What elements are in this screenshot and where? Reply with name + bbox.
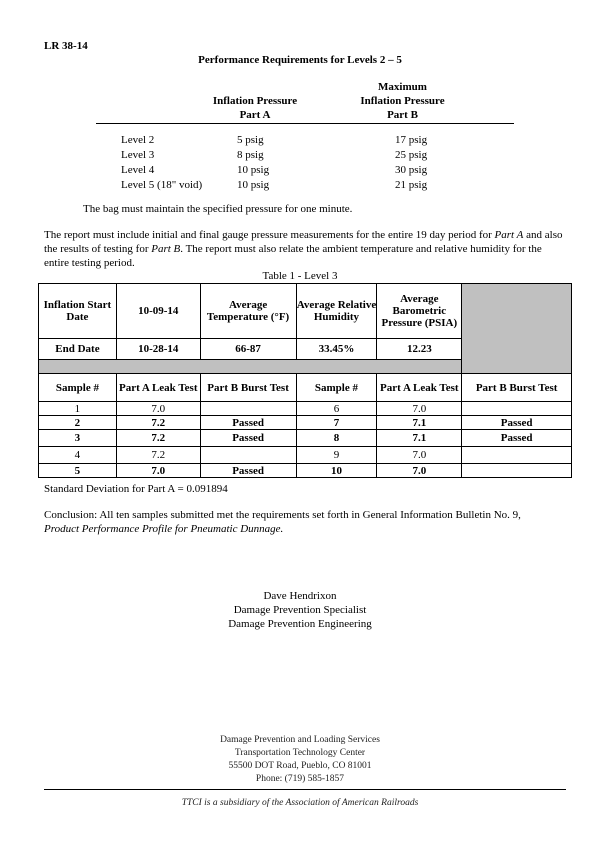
hdr-sample-2: Sample #	[296, 374, 377, 402]
sample-number: 6	[296, 402, 377, 416]
leak-test-value: 7.0	[116, 464, 200, 478]
gray-separator	[39, 360, 462, 374]
req-col-a-header: Inflation Pressure Part A	[212, 95, 298, 121]
req-header-rule	[96, 123, 514, 124]
footer-tagline: TTCI is a subsidiary of the Association of American Railroads	[181, 798, 419, 808]
burst-test-result	[462, 447, 572, 464]
burst-test-result: Passed	[462, 430, 572, 447]
leak-test-value: 7.0	[116, 402, 200, 416]
req-part-b: 17 psig	[395, 134, 428, 146]
sample-row	[39, 464, 572, 478]
end-date-label: End Date	[39, 339, 117, 360]
hdr-partb-1: Part B Burst Test	[200, 374, 296, 402]
leak-test-value: 7.1	[377, 416, 462, 430]
gray-block	[462, 284, 572, 374]
temp-value: 66-87	[200, 339, 296, 360]
start-date-value: 10-09-14	[116, 284, 200, 339]
req-part-a: 5 psig	[237, 134, 264, 146]
req-level: Level 4	[121, 164, 155, 176]
sample-number: 7	[296, 416, 377, 430]
req-row	[121, 178, 475, 193]
burst-test-result: Passed	[200, 416, 296, 430]
sample-number: 3	[39, 430, 117, 447]
req-part-a: 8 psig	[237, 149, 264, 161]
hdr-parta-1: Part A Leak Test	[116, 374, 200, 402]
table1	[38, 283, 572, 478]
requirements-table	[121, 133, 475, 193]
sample-number: 5	[39, 464, 117, 478]
req-level: Level 2	[121, 134, 155, 146]
leak-test-value: 7.2	[116, 416, 200, 430]
hdr-parta-2: Part A Leak Test	[377, 374, 462, 402]
std-dev: Standard Deviation for Part A = 0.091894	[44, 483, 228, 495]
sample-row	[39, 402, 572, 416]
req-col-b-header: Maximum Inflation Pressure Part B	[360, 81, 445, 121]
req-level: Level 3	[121, 149, 155, 161]
req-part-a: 10 psig	[237, 179, 270, 191]
sample-number: 4	[39, 447, 117, 464]
sample-row	[39, 416, 572, 430]
doc-id: LR 38-14	[44, 40, 88, 52]
req-row	[121, 133, 475, 148]
signer-name: Dave Hendrixon	[263, 590, 337, 602]
burst-test-result	[462, 464, 572, 478]
footer-address: Damage Prevention and Loading Services Transportation Technology Center 55500 DOT Road, Pueblo, CO 81001 Phone: (719) 585-1857	[220, 735, 380, 784]
leak-test-value: 7.0	[377, 402, 462, 416]
page-heading: Performance Requirements for Levels 2 – 5	[198, 54, 402, 66]
leak-test-value: 7.2	[116, 430, 200, 447]
table1-caption: Table 1 - Level 3	[262, 270, 338, 282]
avg-rh-label: Average Relative Humidity	[296, 284, 377, 339]
burst-test-result	[200, 447, 296, 464]
burst-test-result	[200, 402, 296, 416]
leak-test-value: 7.1	[377, 430, 462, 447]
sample-number: 9	[296, 447, 377, 464]
req-level: Level 5 (18" void)	[121, 179, 203, 191]
req-part-a: 10 psig	[237, 164, 270, 176]
report-paragraph: The report must include initial and final gauge pressure measurements for the entire 19 day period for Part A and also the results of testing for Part B. The report must also relate the ambient temperature and relative humidity for the entire testing period.	[44, 229, 563, 269]
conclusion: Conclusion: All ten samples submitted met the requirements set forth in General Information Bulletin No. 9, Product Performance Profile for Pneumatic Dunnage.	[44, 509, 521, 535]
leak-test-value: 7.2	[116, 447, 200, 464]
req-part-b: 30 psig	[395, 164, 428, 176]
burst-test-result: Passed	[200, 464, 296, 478]
sample-number: 2	[39, 416, 117, 430]
rh-value: 33.45%	[296, 339, 377, 360]
req-row	[121, 148, 475, 163]
leak-test-value: 7.0	[377, 464, 462, 478]
sample-number: 10	[296, 464, 377, 478]
leak-test-value: 7.0	[377, 447, 462, 464]
start-date-label: Inflation Start Date	[39, 284, 117, 339]
hdr-partb-2: Part B Burst Test	[462, 374, 572, 402]
req-row	[121, 163, 475, 178]
sample-row	[39, 430, 572, 447]
req-part-b: 25 psig	[395, 149, 428, 161]
hdr-sample-1: Sample #	[39, 374, 117, 402]
signer-title: Damage Prevention Specialist	[233, 604, 367, 616]
sample-number: 8	[296, 430, 377, 447]
burst-test-result	[462, 402, 572, 416]
bag-note: The bag must maintain the specified pressure for one minute.	[83, 203, 353, 215]
signer-dept: Damage Prevention Engineering	[228, 618, 372, 630]
sample-number: 1	[39, 402, 117, 416]
burst-test-result: Passed	[462, 416, 572, 430]
burst-test-result: Passed	[200, 430, 296, 447]
end-date-value: 10-28-14	[116, 339, 200, 360]
footer-rule	[44, 789, 566, 790]
req-part-b: 21 psig	[395, 179, 428, 191]
baro-value: 12.23	[377, 339, 462, 360]
avg-baro-label: Average Barometric Pressure (PSIA)	[377, 284, 462, 339]
sample-row	[39, 447, 572, 464]
avg-temp-label: Average Temperature (°F)	[200, 284, 296, 339]
signature-block	[0, 589, 600, 631]
